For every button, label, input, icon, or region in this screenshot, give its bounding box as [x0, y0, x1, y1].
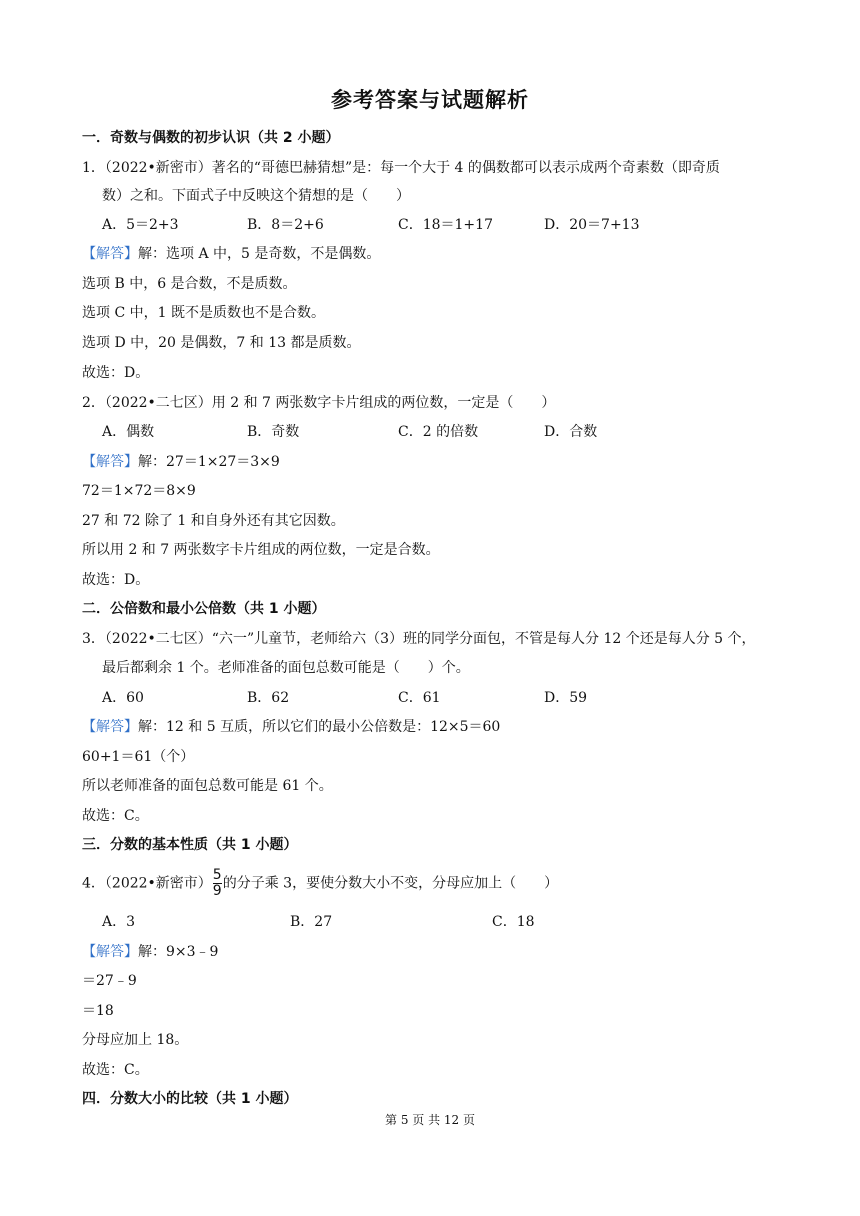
answer-line: ＝27﹣9	[82, 973, 137, 989]
section-heading: 一．奇数与偶数的初步认识（共 2 小题）	[82, 130, 340, 146]
fraction-denominator: 9	[212, 883, 222, 899]
option-b: B．62	[247, 690, 290, 706]
answer-choice: 故选：C。	[82, 1062, 149, 1078]
question-text	[82, 869, 558, 898]
page-title: 参考答案与试题解析	[331, 88, 529, 112]
answer-text: 解：选项 A 中，5 是奇数，不是偶数。	[138, 246, 381, 262]
answer-text: 解：12 和 5 互质，所以它们的最小公倍数是：12×5＝60	[138, 719, 501, 735]
answer-line: 选项 D 中，20 是偶数，7 和 13 都是质数。	[82, 335, 361, 351]
option-c: C．18＝1+17	[398, 217, 493, 233]
option-b: B．奇数	[247, 424, 300, 440]
fraction	[213, 869, 222, 898]
answer-text: 解：9×3﹣9	[138, 944, 219, 960]
option-b: B．8＝2+6	[247, 217, 324, 233]
section-heading: 三．分数的基本性质（共 1 小题）	[82, 837, 298, 853]
answer-tag: 【解答】	[82, 719, 138, 735]
answer-line: 60+1＝61（个）	[82, 749, 195, 765]
answer-line	[82, 717, 500, 737]
option-d: D．合数	[544, 424, 598, 440]
answer-line	[82, 942, 218, 962]
answer-line: 分母应加上 18。	[82, 1032, 189, 1048]
answer-line: ＝18	[82, 1003, 114, 1019]
answer-tag: 【解答】	[82, 944, 138, 960]
option-d: D．20＝7+13	[544, 217, 640, 233]
section-heading: 二．公倍数和最小公倍数（共 1 小题）	[82, 601, 326, 617]
answer-line: 选项 C 中，1 既不是质数也不是合数。	[82, 305, 325, 321]
fraction-numerator: 5	[212, 867, 222, 883]
question-text: 最后都剩余 1 个。老师准备的面包总数可能是（ ）个。	[102, 660, 470, 676]
answer-text: 解：27＝1×27＝3×9	[138, 454, 280, 470]
question-prefix: 4．（2022•新密市）	[82, 875, 212, 892]
answer-line: 所以老师准备的面包总数可能是 61 个。	[82, 778, 333, 794]
option-b: B．27	[290, 914, 333, 930]
answer-line	[82, 452, 280, 472]
option-a: A．偶数	[102, 424, 155, 440]
answer-line: 选项 B 中，6 是合数，不是质数。	[82, 276, 297, 292]
question-text: 数）之和。下面式子中反映这个猜想的是（ ）	[102, 188, 410, 204]
answer-line: 所以用 2 和 7 两张数字卡片组成的两位数，一定是合数。	[82, 542, 440, 558]
answer-choice: 故选：C。	[82, 808, 149, 824]
answer-line: 72＝1×72＝8×9	[82, 483, 196, 499]
question-text: 1．（2022•新密市）著名的“哥德巴赫猜想”是：每一个大于 4 的偶数都可以表示成两个奇素数（即奇质	[82, 160, 720, 176]
option-a: A．5＝2+3	[102, 217, 179, 233]
page-footer: 第 5 页 共 12 页	[385, 1113, 475, 1127]
answer-line	[82, 244, 380, 264]
question-text: 2．（2022•二七区）用 2 和 7 两张数字卡片组成的两位数，一定是（ ）	[82, 395, 556, 411]
answer-tag: 【解答】	[82, 246, 138, 262]
question-suffix: 的分子乘 3，要使分数大小不变，分母应加上（ ）	[222, 875, 559, 892]
answer-line: 27 和 72 除了 1 和自身外还有其它因数。	[82, 513, 345, 529]
answer-choice: 故选：D。	[82, 365, 150, 381]
answer-tag: 【解答】	[82, 454, 138, 470]
option-c: C．18	[492, 914, 535, 930]
option-d: D．59	[544, 690, 588, 706]
option-a: A．60	[102, 690, 144, 706]
option-a: A．3	[102, 914, 136, 930]
option-c: C．61	[398, 690, 441, 706]
answer-choice: 故选：D。	[82, 572, 150, 588]
section-heading: 四．分数大小的比较（共 1 小题）	[82, 1091, 298, 1107]
question-text: 3．（2022•二七区）“六一”儿童节，老师给六（3）班的同学分面包，不管是每人分 12 个还是每人分 5 个，	[82, 631, 756, 647]
option-c: C．2 的倍数	[398, 424, 479, 440]
